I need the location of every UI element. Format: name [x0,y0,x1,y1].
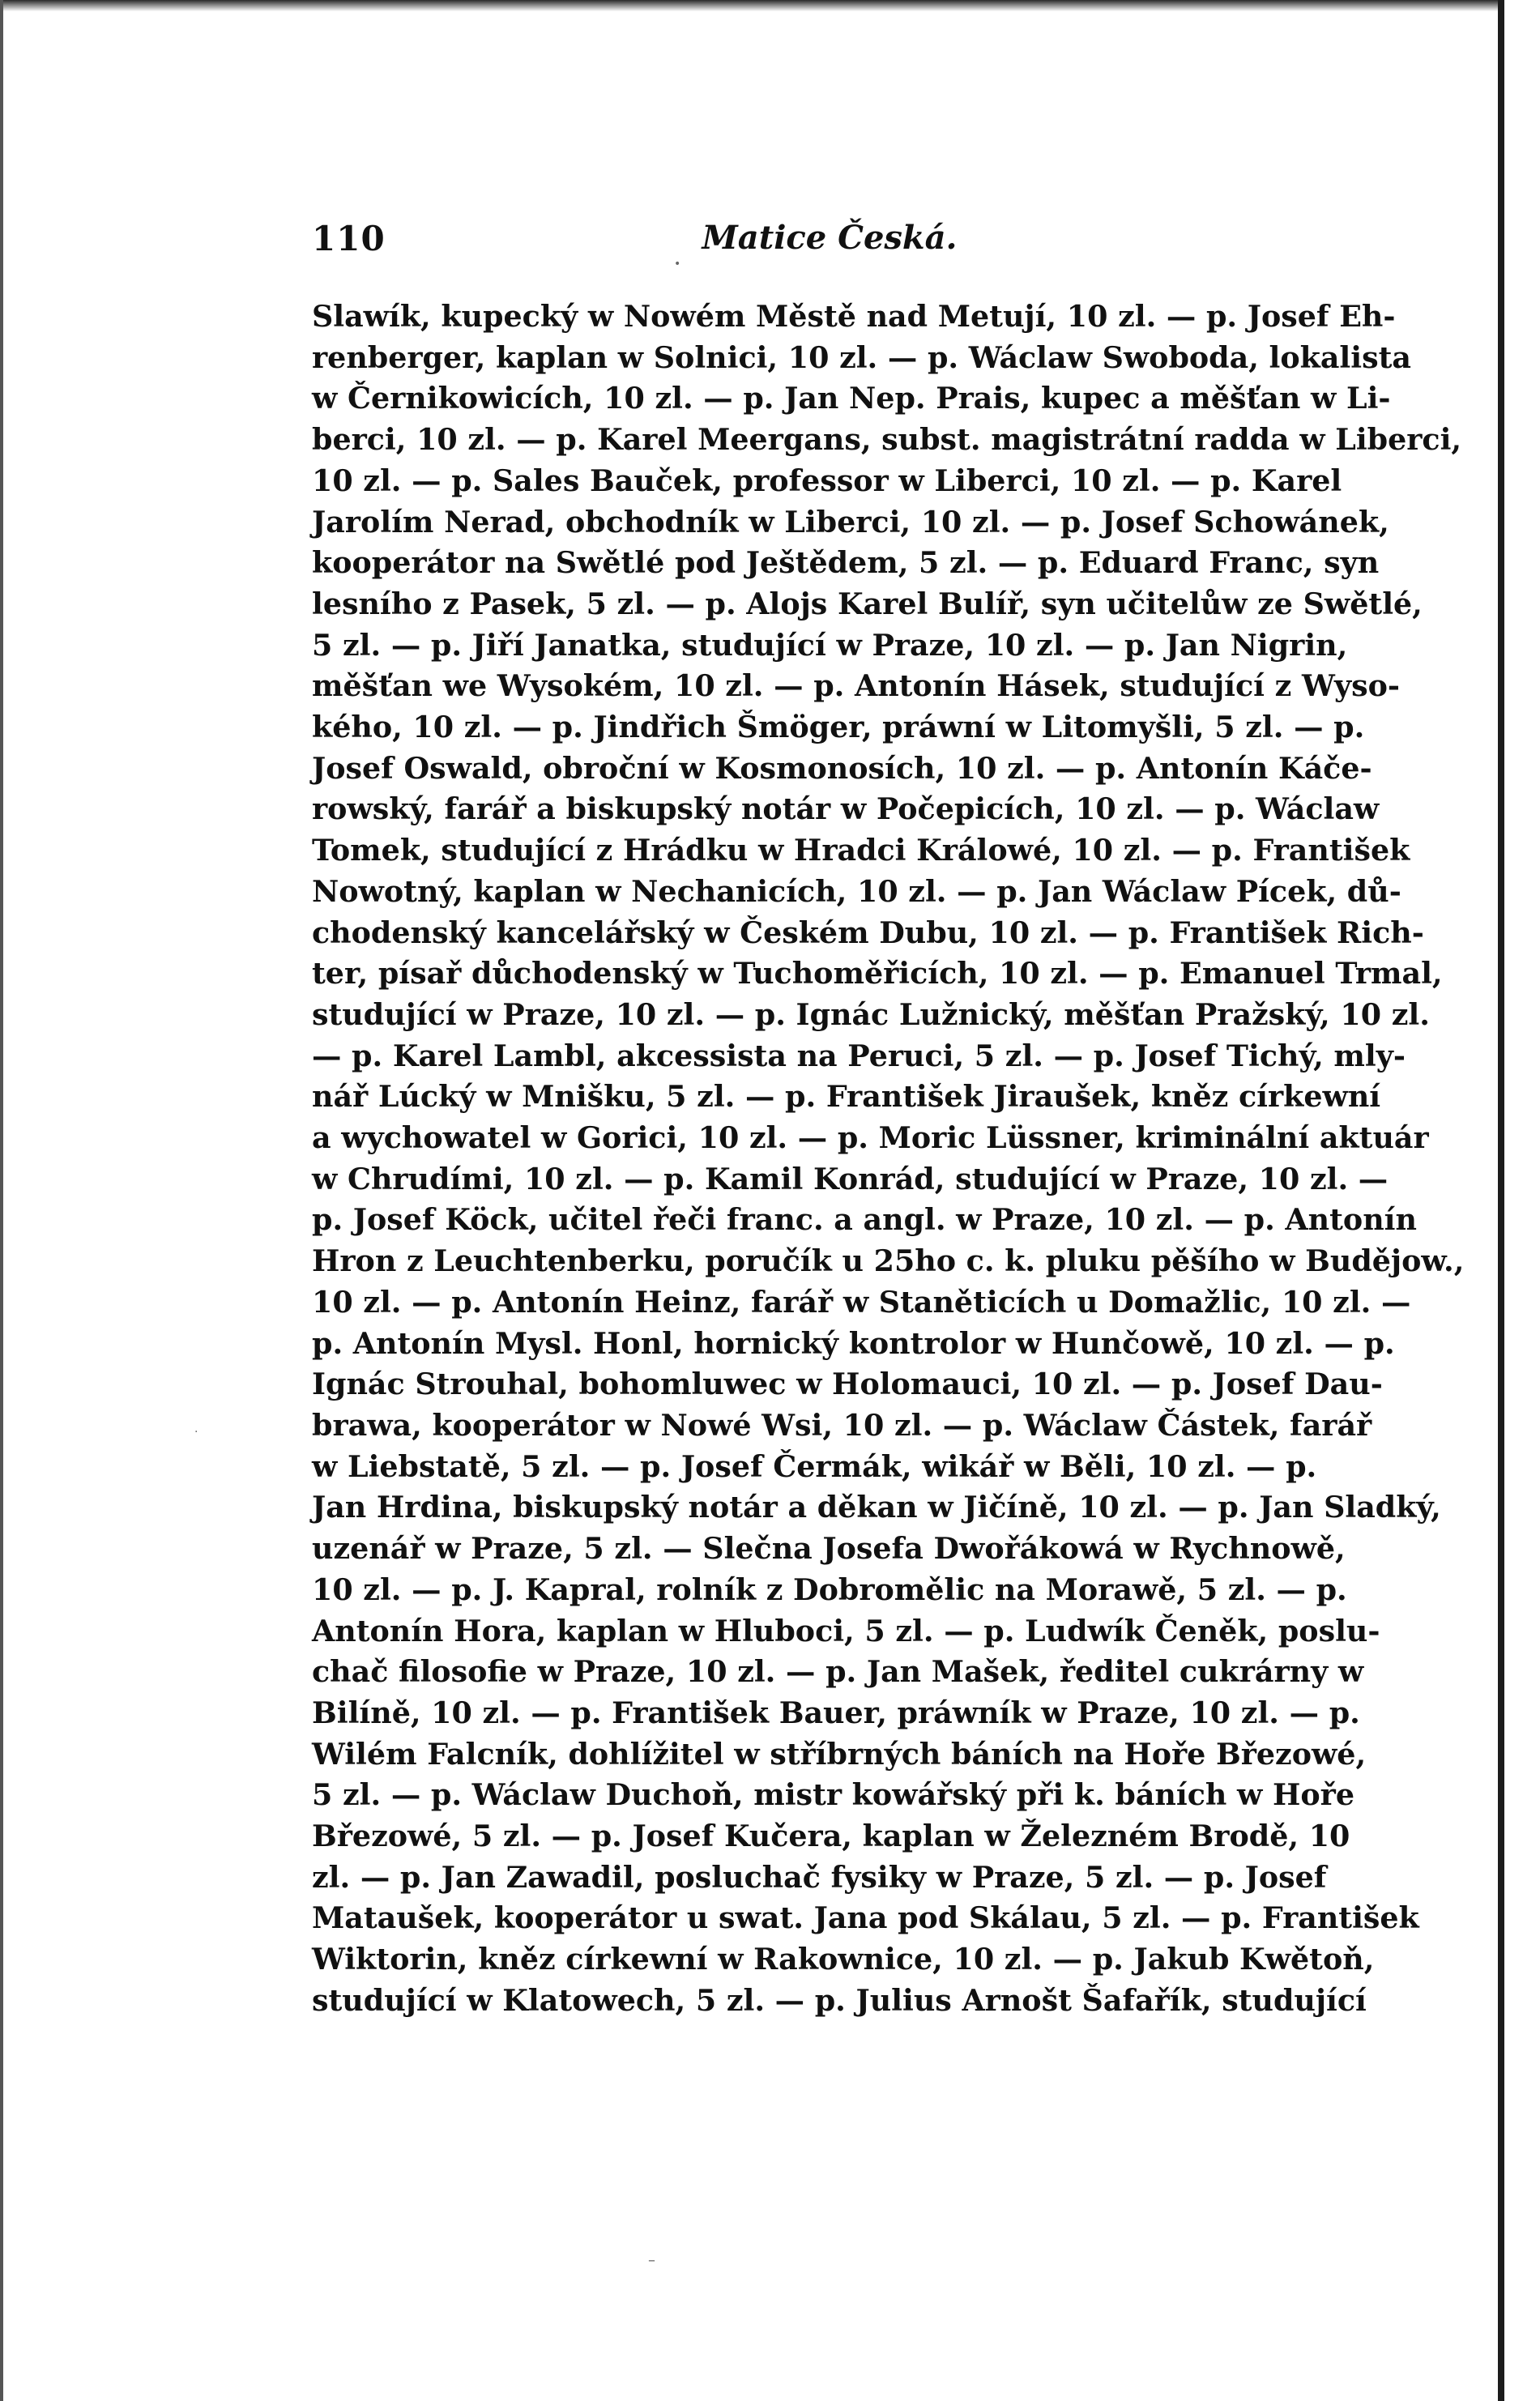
text-line: brawa, kooperátor w Nowé Wsi, 10 zl. — p. Wáclaw Částek, farář [312,1407,1372,1443]
text-line: Březowé, 5 zl. — p. Josef Kučera, kaplan w Železném Brodě, 10 [312,1819,1350,1854]
text-line: Mataušek, kooperátor u swat. Jana pod Skálau, 5 zl. — p. František [312,1900,1419,1936]
text-line: Wilém Falcník, dohlížitel w stříbrných báních na Hoře Březowé, [312,1736,1367,1772]
text-line: w Liebstatě, 5 zl. — p. Josef Čermák, wikář w Běli, 10 zl. — p. [312,1448,1317,1484]
text-line: 10 zl. — p. Antonín Heinz, farář w Staněticích u Domažlic, 10 zl. — [312,1284,1411,1320]
text-line: Antonín Hora, kaplan w Hluboci, 5 zl. — p. Ludwík Čeněk, poslu- [312,1613,1380,1648]
scan-speck: – [648,2252,655,2269]
text-line: studující w Praze, 10 zl. — p. Ignác Lužnický, měšťan Pražský, 10 zl. [312,996,1430,1032]
text-line: Tomek, studující z Hrádku w Hradci Králowé, 10 zl. — p. František [312,833,1410,868]
text-line: studující w Klatowech, 5 zl. — p. Julius Arnošt Šafařík, studující [312,1982,1367,2018]
text-line: Josef Oswald, obroční w Kosmonosích, 10 zl. — p. Antonín Káče- [312,750,1372,786]
text-line: ter, písař důchodenský w Tuchoměřicích, 10 zl. — p. Emanuel Trmal, [312,956,1443,992]
book-page [312,219,1465,2022]
text-line: w Chrudími, 10 zl. — p. Kamil Konrád, studující w Praze, 10 zl. — [312,1161,1389,1196]
text-line: renberger, kaplan w Solnici, 10 zl. — p. Wáclaw Swoboda, lokalista [312,339,1411,375]
text-line: Nowotný, kaplan w Nechanicích, 10 zl. — p. Jan Wáclaw Pícek, dů- [312,873,1401,909]
scan-speck: • [674,258,681,271]
text-line: kooperátor na Swětlé pod Ještědem, 5 zl. — p. Eduard Franc, syn [312,545,1380,581]
text-line: lesního z Pasek, 5 zl. — p. Alojs Karel Bulíř, syn učitelůw ze Swětlé, [312,586,1423,621]
text-line: Slawík, kupecký w Nowém Městě nad Metují, 10 zl. — p. Josef Eh- [312,299,1396,334]
journal-title: Matice Česká. [702,219,958,257]
text-line: Ignác Strouhal, bohomluwec w Holomauci, 10 zl. — p. Josef Dau- [312,1367,1383,1402]
text-line: Jan Hrdina, biskupský notár a děkan w Jičíně, 10 zl. — p. Jan Sladký, [312,1490,1441,1525]
text-line: Wiktorin, kněz církewní w Rakownice, 10 zl. — p. Jakub Kwětoň, [312,1942,1375,1977]
scan-right-edge [1498,0,1540,2401]
text-line: w Černikowicích, 10 zl. — p. Jan Nep. Prais, kupec a měšťan w Li- [312,381,1391,416]
scan-left-edge [0,0,3,2401]
text-line: rowský, farář a biskupský notár w Počepicích, 10 zl. — p. Wáclaw [312,791,1380,827]
body-text [312,296,1465,2022]
text-line: chač filosofie w Praze, 10 zl. — p. Jan Mašek, ředitel cukrárny w [312,1654,1364,1690]
text-line: Jarolím Nerad, obchodník w Liberci, 10 zl. — p. Josef Schowánek, [312,504,1389,539]
text-line: chodenský kancelářský w Českém Dubu, 10 zl. — p. František Rich- [312,915,1424,950]
text-line: Bilíně, 10 zl. — p. František Bauer, práwník w Praze, 10 zl. — p. [312,1695,1360,1730]
text-line: měšťan we Wysokém, 10 zl. — p. Antonín Hásek, studující z Wyso- [312,668,1401,704]
page-number: 110 [312,219,386,258]
text-line: zl. — p. Jan Zawadil, posluchač fysiky w Praze, 5 zl. — p. Josef [312,1859,1327,1895]
scan-speck: · [194,1426,198,1439]
text-line: 5 zl. — p. Jiří Janatka, studující w Praze, 10 zl. — p. Jan Nigrin, [312,627,1348,663]
text-line: 10 zl. — p. J. Kapral, rolník z Dobromělic na Morawě, 5 zl. — p. [312,1572,1347,1607]
text-line: 10 zl. — p. Sales Bauček, professor w Liberci, 10 zl. — p. Karel [312,463,1342,498]
text-line: 5 zl. — p. Wáclaw Duchoň, mistr kowářský při k. báních w Hoře [312,1777,1354,1813]
text-line: a wychowatel w Gorici, 10 zl. — p. Moric Lüssner, kriminální aktuár [312,1120,1429,1156]
text-line: — p. Karel Lambl, akcessista na Peruci, 5 zl. — p. Josef Tichý, mly- [312,1038,1406,1073]
text-line: berci, 10 zl. — p. Karel Meergans, subst. magistrátní radda w Liberci, [312,422,1462,458]
text-line: p. Josef Köck, učitel řeči franc. a angl. w Praze, 10 zl. — p. Antonín [312,1202,1417,1238]
text-line: Hron z Leuchtenberku, poručík u 25ho c. k. pluku pěšího w Budějow., [312,1243,1465,1279]
running-head [312,219,1299,267]
text-line: p. Antonín Mysl. Honl, hornický kontrolor w Hunčowě, 10 zl. — p. [312,1325,1395,1361]
text-line: uzenář w Praze, 5 zl. — Slečna Josefa Dwořákowá w Rychnowě, [312,1531,1346,1567]
scan-top-edge [0,0,1540,11]
text-line: nář Lúcký w Mnišku, 5 zl. — p. František Jiraušek, kněz církewní [312,1079,1381,1115]
text-line: kého, 10 zl. — p. Jindřich Šmöger, práwní w Litomyšli, 5 zl. — p. [312,710,1365,745]
